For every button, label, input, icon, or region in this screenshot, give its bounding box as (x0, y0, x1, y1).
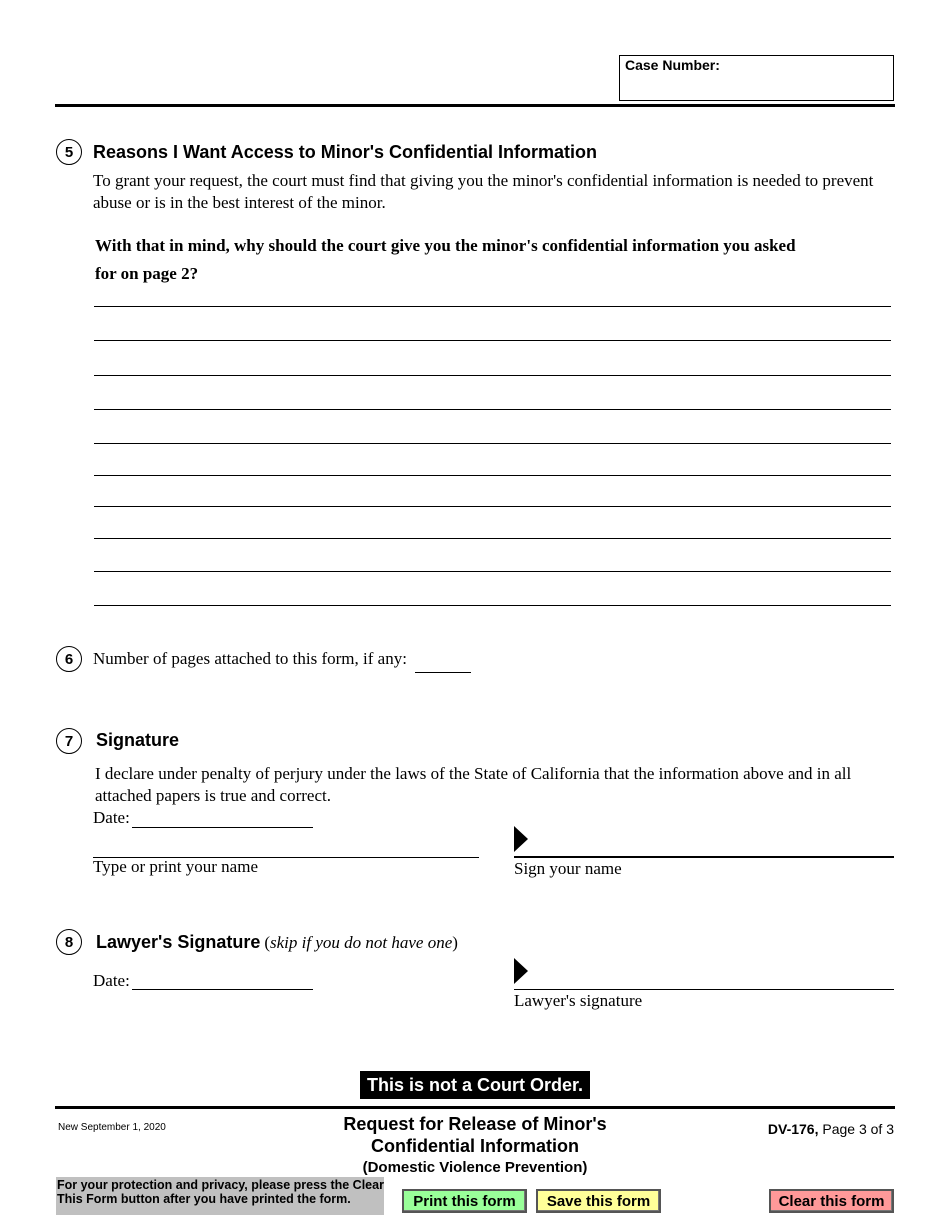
item-number-6: 6 (56, 646, 82, 672)
form-page-info (768, 1121, 894, 1137)
answer-line (94, 443, 891, 444)
lawyer-date-label: Date: (93, 971, 130, 990)
section-8-heading (96, 932, 458, 953)
pages-attached-label: Number of pages attached to this form, if any: (93, 649, 407, 668)
answer-line (94, 340, 891, 341)
answer-line (94, 506, 891, 507)
note-open-paren: ( (264, 933, 271, 952)
header-divider (55, 104, 895, 107)
lawyer-signature-label: Lawyer's signature (514, 991, 643, 1010)
item-number-8: 8 (56, 929, 82, 955)
page-number: Page 3 of 3 (822, 1121, 894, 1137)
note-close-paren: ) (452, 933, 458, 952)
section-5-title: Reasons I Want Access to Minor's Confidential Information (93, 142, 597, 162)
answer-line (94, 306, 891, 307)
date-label: Date: (93, 808, 130, 827)
not-court-order-banner: This is not a Court Order. (360, 1071, 590, 1099)
form-subtitle: (Domestic Violence Prevention) (362, 1159, 588, 1176)
form-title-line-2: Confidential Information (371, 1136, 579, 1156)
pages-attached-field[interactable] (415, 672, 471, 673)
form-id: DV-176, (767, 1121, 819, 1137)
section-7-title: Signature (96, 730, 180, 750)
answer-line (94, 375, 891, 376)
sign-name-label: Sign your name (514, 859, 622, 878)
item-number-5: 5 (56, 139, 82, 165)
print-form-button[interactable]: Print this form (402, 1189, 527, 1213)
form-title (300, 1113, 650, 1178)
answer-line (94, 409, 891, 410)
item-number-7: 7 (56, 728, 82, 754)
section-8-title: Lawyer's Signature (96, 932, 261, 952)
save-form-button[interactable]: Save this form (536, 1189, 661, 1213)
lawyer-signature-arrow-icon (514, 958, 528, 984)
answer-line (94, 571, 891, 572)
answer-line (94, 605, 891, 606)
revision-date: New September 1, 2020 (58, 1122, 166, 1133)
case-number-label: Case Number: (625, 57, 720, 73)
signature-arrow-icon (514, 826, 528, 852)
section-8-note: skip if you do not have one (270, 933, 453, 952)
section-5-intro: To grant your request, the court must find that giving you the minor's confidential information is needed to prevent abuse or is in the best interest of the minor. (93, 171, 874, 212)
declaration-text: I declare under penalty of perjury under the laws of the State of California that the information above and in all attached papers is true and correct. (95, 764, 852, 805)
case-number-field[interactable] (619, 55, 894, 101)
answer-line (94, 475, 891, 476)
clear-form-button[interactable]: Clear this form (769, 1189, 894, 1213)
footer-divider (55, 1106, 895, 1109)
date-field[interactable] (132, 827, 313, 828)
section-5-question: With that in mind, why should the court give you the minor's confidential information you asked for on page 2? (95, 236, 796, 283)
lawyer-date-field[interactable] (132, 989, 313, 990)
print-name-label: Type or print your name (93, 857, 258, 876)
reasons-text-area[interactable] (94, 290, 891, 610)
form-title-line-1: Request for Release of Minor's (343, 1114, 607, 1134)
answer-line (94, 538, 891, 539)
privacy-note: For your protection and privacy, please press the Clear This Form button after you have printed the form. (56, 1177, 384, 1215)
